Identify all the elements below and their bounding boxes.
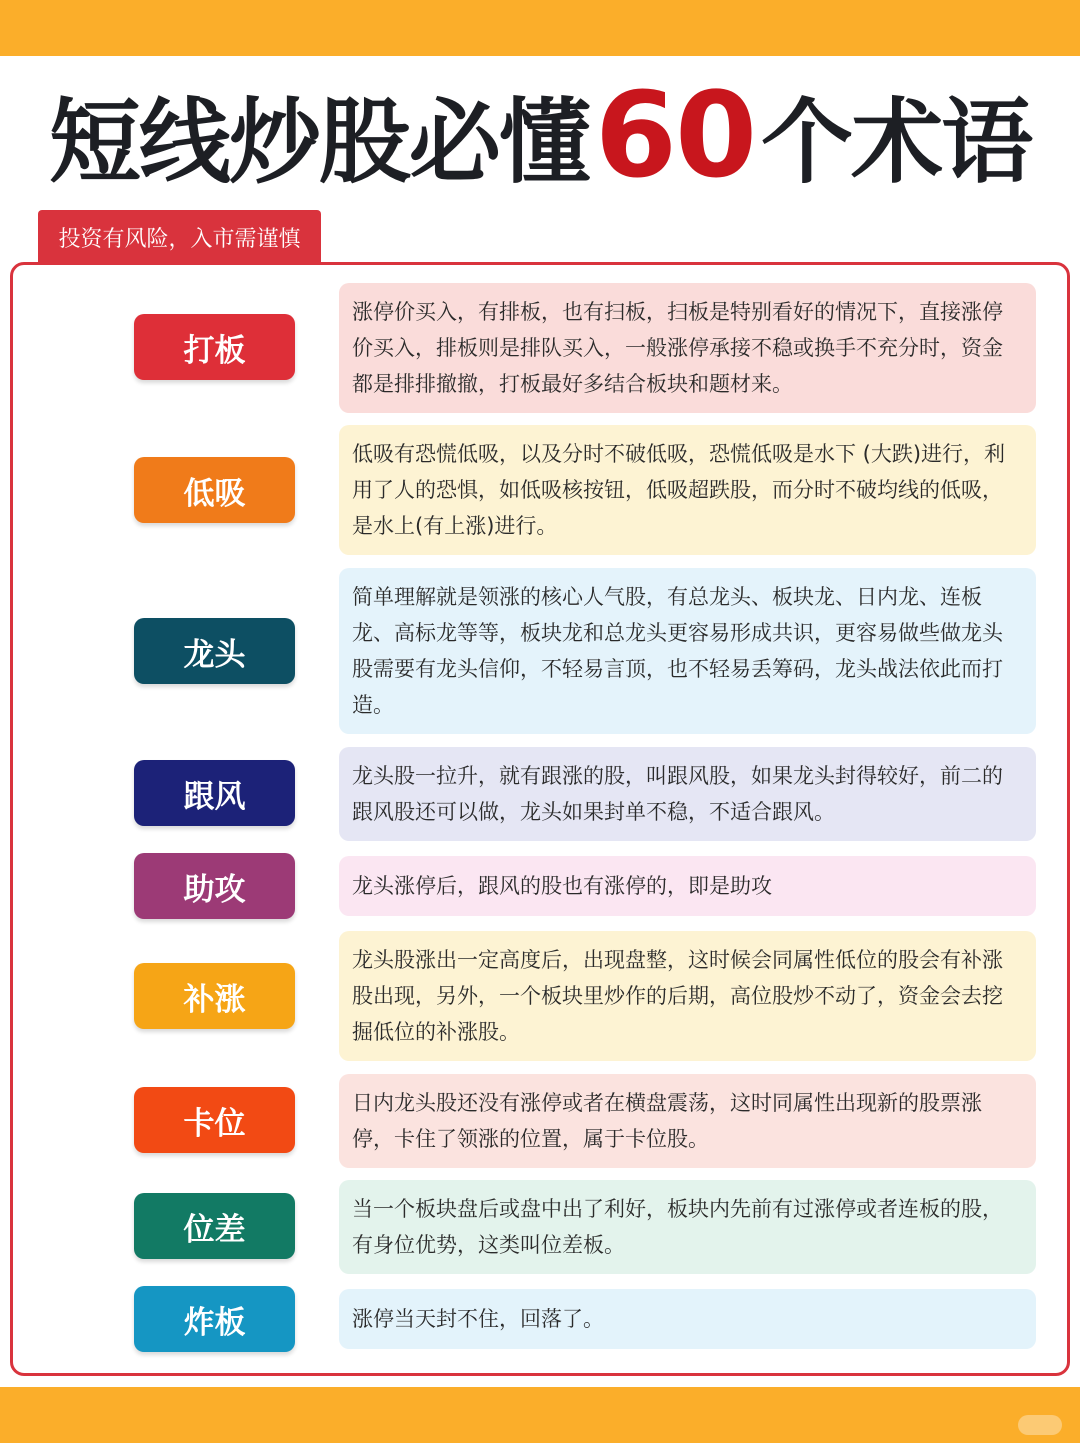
term-label: 补涨 bbox=[134, 963, 295, 1029]
bottom-band bbox=[0, 1387, 1080, 1443]
top-band bbox=[0, 0, 1080, 56]
page-title bbox=[0, 66, 1080, 204]
term-label: 助攻 bbox=[134, 853, 295, 919]
term-description: 简单理解就是领涨的核心人气股，有总龙头、板块龙、日内龙、连板龙、高标龙等等，板块龙和总龙头更容易形成共识，更容易做些做龙头股需要有龙头信仰，不轻易言顶，也不轻易丢筹码，龙头战法依此而打造。 bbox=[339, 568, 1036, 734]
watermark bbox=[1018, 1415, 1062, 1435]
term-description: 龙头涨停后，跟风的股也有涨停的，即是助攻 bbox=[339, 856, 1036, 916]
term-description: 龙头股涨出一定高度后，出现盘整，这时候会同属性低位的股会有补涨股出现，另外，一个板块里炒作的后期，高位股炒不动了，资金会去挖掘低位的补涨股。 bbox=[339, 931, 1036, 1061]
term-description: 涨停当天封不住，回落了。 bbox=[339, 1289, 1036, 1349]
term-label: 卡位 bbox=[134, 1087, 295, 1153]
term-description: 涨停价买入，有排板，也有扫板，扫板是特别看好的情况下，直接涨停价买入，排板则是排队买入，一般涨停承接不稳或换手不充分时，资金都是排排撤撤，打板最好多结合板块和题材来。 bbox=[339, 283, 1036, 413]
term-label: 低吸 bbox=[134, 457, 295, 523]
term-label: 炸板 bbox=[134, 1286, 295, 1352]
term-description: 龙头股一拉升，就有跟涨的股，叫跟风股，如果龙头封得较好，前二的跟风股还可以做，龙头如果封单不稳，不适合跟风。 bbox=[339, 747, 1036, 841]
term-label: 打板 bbox=[134, 314, 295, 380]
title-number: 60 bbox=[594, 66, 756, 204]
term-description: 日内龙头股还没有涨停或者在横盘震荡，这时同属性出现新的股票涨停，卡住了领涨的位置，属于卡位股。 bbox=[339, 1074, 1036, 1168]
title-part2: 个术语 bbox=[761, 89, 1032, 196]
term-description: 当一个板块盘后或盘中出了利好，板块内先前有过涨停或者连板的股，有身位优势，这类叫位差板。 bbox=[339, 1180, 1036, 1274]
title-part1: 短线炒股必懂 bbox=[48, 89, 589, 196]
term-description: 低吸有恐慌低吸，以及分时不破低吸，恐慌低吸是水下 (大跌)进行，利用了人的恐惧，如低吸核按钮，低吸超跌股，而分时不破均线的低吸，是水上(有上涨)进行。 bbox=[339, 425, 1036, 555]
term-label: 龙头 bbox=[134, 618, 295, 684]
term-label: 跟风 bbox=[134, 760, 295, 826]
term-label: 位差 bbox=[134, 1193, 295, 1259]
risk-warning-tab: 投资有风险，入市需谨慎 bbox=[38, 210, 321, 264]
